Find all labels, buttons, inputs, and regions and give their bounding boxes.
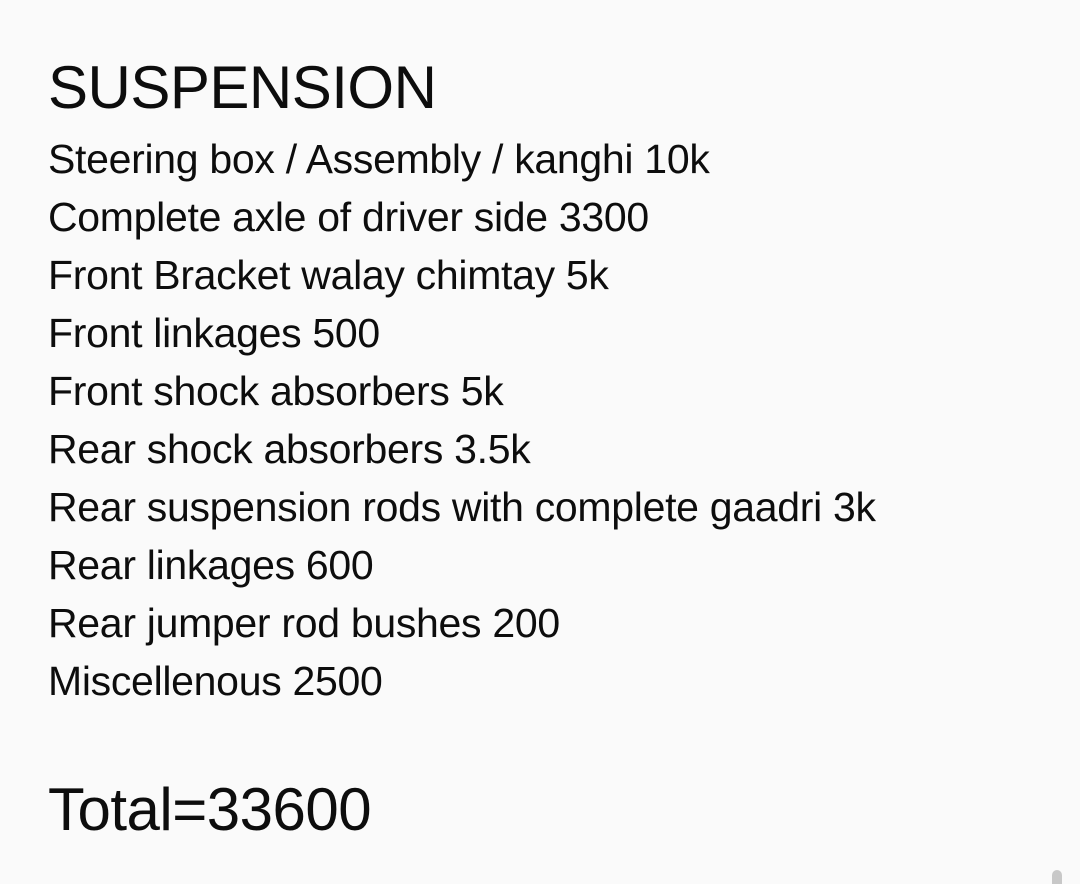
note-title: SUSPENSION bbox=[48, 54, 437, 121]
note-body[interactable] bbox=[48, 52, 1048, 710]
note-line-miscellaneous: Miscellenous 2500 bbox=[48, 658, 383, 704]
note-line-front-shock-absorbers: Front shock absorbers 5k bbox=[48, 368, 504, 414]
note-line-steering-box: Steering box / Assembly / kanghi 10k bbox=[48, 136, 710, 182]
note-line-front-bracket: Front Bracket walay chimtay 5k bbox=[48, 252, 609, 298]
scrollbar-thumb[interactable] bbox=[1052, 870, 1062, 884]
note-line-complete-axle: Complete axle of driver side 3300 bbox=[48, 194, 649, 240]
note-line-rear-jumper-rod-bushes: Rear jumper rod bushes 200 bbox=[48, 600, 560, 646]
note-lines bbox=[48, 130, 1048, 710]
note-line-rear-suspension-rods: Rear suspension rods with complete gaadri 3k bbox=[48, 484, 876, 530]
note-total: Total=33600 bbox=[48, 776, 372, 843]
note-line-rear-linkages: Rear linkages 600 bbox=[48, 542, 374, 588]
note-line-front-linkages: Front linkages 500 bbox=[48, 310, 380, 356]
note-line-rear-shock-absorbers: Rear shock absorbers 3.5k bbox=[48, 426, 531, 472]
